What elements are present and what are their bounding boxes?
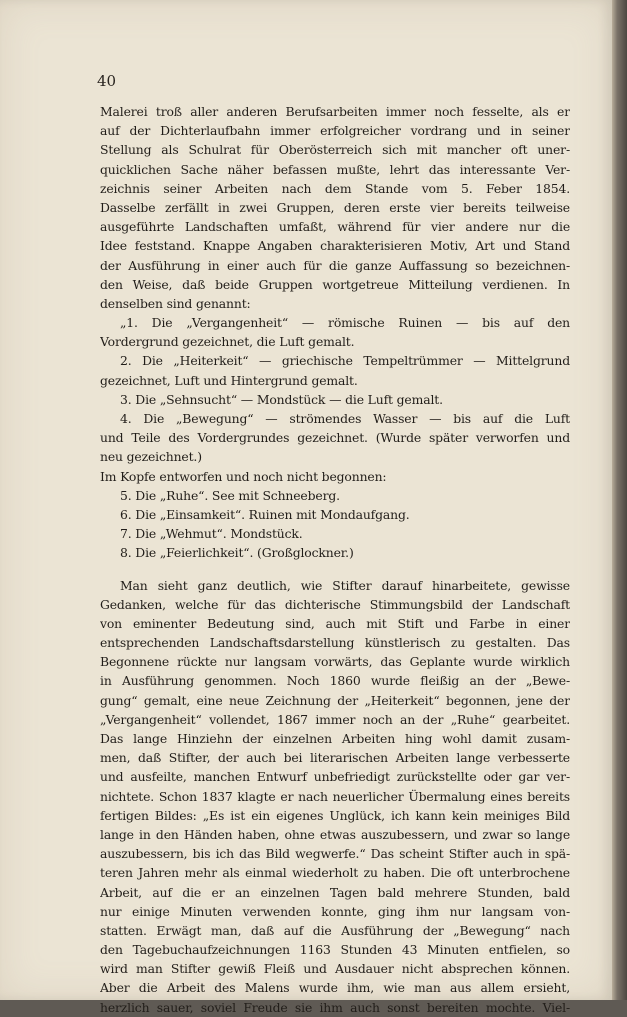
list-item-5: 5. Die „Ruhe“. See mit Schneeberg. xyxy=(120,487,340,503)
text-line: statten. Erwägt man, daß auf die Ausführung der „Bewegung“ nach xyxy=(100,922,570,938)
text-line: auszubessern, bis ich das Bild wegwerfe.“ Das scheint Stifter auch in spä- xyxy=(100,846,570,862)
text-line: Begonnene rückte nur langsam vorwärts, das Geplante wurde wirklich xyxy=(100,654,570,670)
text-line: Idee feststand. Knappe Angaben charakterisieren Motiv, Art und Stand xyxy=(100,238,570,254)
text-line: denselben sind genannt: xyxy=(100,295,251,311)
list-item-4-cont2: neu gezeichnet.) xyxy=(100,449,202,465)
text-line: fertigen Bildes: „Es ist ein eigenes Unglück, ich kann kein meiniges Bild xyxy=(100,807,570,823)
body-text xyxy=(100,102,570,1017)
text-line: quicklichen Sache näher befassen mußte, lehrt das interessante Ver- xyxy=(100,161,570,177)
text-line: Das lange Hinziehn der einzelnen Arbeiten hing wohl damit zusam- xyxy=(100,731,570,746)
text-line: herzlich sauer, soviel Freude sie ihm auch sonst bereiten mochte. Viel- xyxy=(100,999,570,1015)
text-line: von eminenter Bedeutung sind, auch mit Stift und Farbe in einer xyxy=(100,615,570,631)
list-item-4: 4. Die „Bewegung“ — strömendes Wasser — bis auf die Luft xyxy=(120,411,570,426)
text-line: Aber die Arbeit des Malens wurde ihm, wie man aus allem ersieht, xyxy=(100,980,570,996)
text-line: in Ausführung genommen. Noch 1860 wurde fleißig an der „Bewe- xyxy=(100,673,570,689)
text-line: Gedanken, welche für das dichterische Stimmungsbild der Landschaft xyxy=(100,596,570,612)
text-line: lange in den Händen haben, ohne etwas auszubessern, und zwar so lange xyxy=(100,826,570,842)
text-line: Dasselbe zerfällt in zwei Gruppen, deren erste vier bereits teilweise xyxy=(100,199,570,215)
text-line: Stellung als Schulrat für Oberösterreich sich mit mancher oft uner- xyxy=(100,142,570,158)
text-line: zeichnis seiner Arbeiten nach dem Stande vom 5. Feber 1854. xyxy=(100,180,570,196)
text-line: den Weise, daß beide Gruppen wortgetreue Mitteilung verdienen. In xyxy=(100,276,570,292)
text-line: der Ausführung in einer auch für die ganze Auffassung so bezeichnen- xyxy=(100,257,570,273)
text-line: den Tagebuchaufzeichnungen 1163 Stunden 43 Minuten entfielen, so xyxy=(100,942,570,958)
text-line: nur einige Minuten verwenden konnte, ging ihm nur langsam von- xyxy=(100,903,570,919)
list-item-7: 7. Die „Wehmut“. Mondstück. xyxy=(120,526,303,542)
list-item-6: 6. Die „Einsamkeit“. Ruinen mit Mondaufgang. xyxy=(120,506,410,522)
list-item-2-cont: gezeichnet, Luft und Hintergrund gemalt. xyxy=(100,372,358,388)
text-line: wird man Stifter gewiß Fleiß und Ausdauer nicht absprechen können. xyxy=(100,961,570,977)
text-line: auf der Dichterlaufbahn immer erfolgreicher vordrang und in seiner xyxy=(100,123,570,139)
list-item-4-cont: und Teile des Vordergrundes gezeichnet. (Wurde später verworfen und xyxy=(100,430,570,446)
list-item-2: 2. Die „Heiterkeit“ — griechische Tempeltrümmer — Mittelgrund xyxy=(120,353,570,369)
page-number: 40 xyxy=(97,72,117,90)
text-line: teren Jahren mehr als einmal wiederholt zu haben. Die oft unterbrochene xyxy=(100,865,570,881)
list-item-3: 3. Die „Sehnsucht“ — Mondstück — die Luft gemalt. xyxy=(120,391,443,407)
text-line: ausgeführte Landschaften umfaßt, während für vier andere nur die xyxy=(100,219,570,235)
list-item-8: 8. Die „Feierlichkeit“. (Großglockner.) xyxy=(120,545,354,561)
page-edge xyxy=(612,0,627,1000)
list-item-1-cont: Vordergrund gezeichnet, die Luft gemalt. xyxy=(100,334,355,350)
text-line: und ausfeilte, manchen Entwurf unbefriedigt zurückstellte oder gar ver- xyxy=(100,769,570,785)
list-item-1: „1. Die „Vergangenheit“ — römische Ruinen — bis auf den xyxy=(120,315,570,331)
text-line: entsprechenden Landschaftsdarstellung künstlerisch zu gestalten. Das xyxy=(100,635,570,651)
text-line: nichtete. Schon 1837 klagte er nach neuerlicher Übermalung eines bereits xyxy=(100,788,570,804)
text-line: Malerei troß aller anderen Berufsarbeiten immer noch fesselte, als er xyxy=(100,104,570,119)
list-heading: Im Kopfe entworfen und noch nicht begonnen: xyxy=(100,468,387,484)
text-line: Man sieht ganz deutlich, wie Stifter darauf hinarbeitete, gewisse xyxy=(120,577,570,593)
text-line: gung“ gemalt, eine neue Zeichnung der „Heiterkeit“ begonnen, jene der xyxy=(100,692,570,708)
text-line: „Vergangenheit“ vollendet, 1867 immer noch an der „Ruhe“ gearbeitet. xyxy=(100,711,570,727)
text-line: Arbeit, auf die er an einzelnen Tagen bald mehrere Stunden, bald xyxy=(100,884,570,900)
paragraph-gap xyxy=(100,563,570,576)
text-line: men, daß Stifter, der auch bei literarischen Arbeiten lange verbesserte xyxy=(100,750,570,766)
